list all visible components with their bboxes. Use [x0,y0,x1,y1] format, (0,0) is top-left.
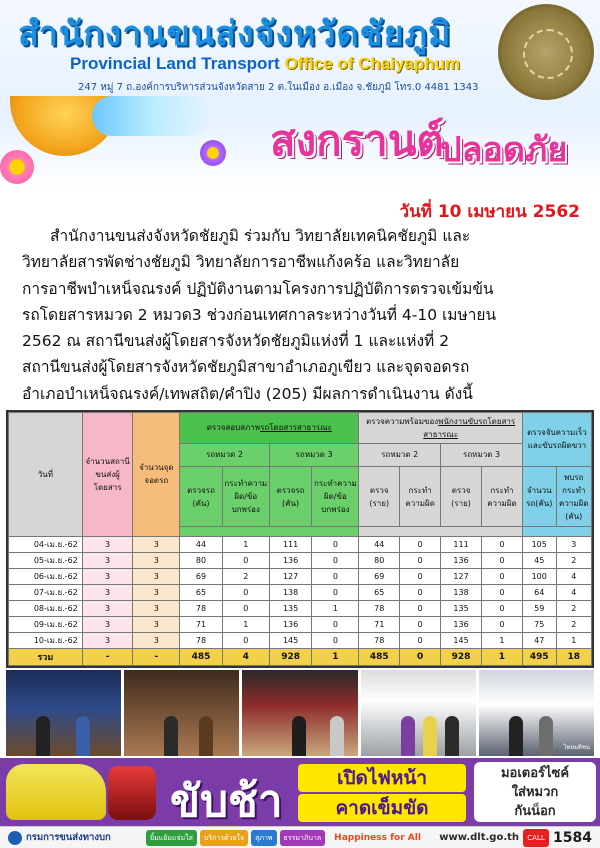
total-c2_check: 485 [180,648,223,665]
officer-figure [539,716,553,756]
officer-figure [36,716,50,756]
header-inspect-cat3: รถหมวด 3 [269,443,359,466]
call-icon: CALL [523,829,549,847]
cell-c2_check: 71 [180,616,223,632]
header-inspect-group [180,413,359,444]
cell-c3_def: 0 [312,616,359,632]
header-ready-group [359,413,523,444]
total-d3_off: 1 [481,648,522,665]
campaign-slow: ขับช้า [170,776,283,826]
cell-date: 09-เม.ย.-62 [9,616,83,632]
office-address: 247 หมู่ 7 ถ.องค์การบริหารส่วนจังหวัดสาย 2 ต.ในเมือง อ.เมือง จ.ชัยภูมิ โทร.0 4481 1343 [78,82,479,93]
cell-date: 08-เม.ย.-62 [9,600,83,616]
header-cat3-checked: ตรวจรถ (คัน) [269,466,312,527]
provincial-seal-logo [498,4,594,100]
officer-figure [76,716,90,756]
cell-d2_check: 78 [359,600,400,616]
office-title-english [70,54,460,74]
header-ready-cat3: รถหมวด 3 [441,443,523,466]
cell-c2_def: 1 [222,616,269,632]
header-d3-checked: ตรวจ (ราย) [441,466,482,527]
total-label: รวม [9,648,83,665]
cell-c2_check: 65 [180,584,223,600]
officer-figure [445,716,459,756]
table-row [9,632,592,648]
dlt-logo-icon [8,831,22,845]
office-title-english-highlight: Office of Chaiyaphum [284,54,461,73]
campaign-headlight: เปิดไฟหน้า [298,764,466,792]
cell-points: 3 [133,552,180,568]
happiness-slogan: Happiness for All [334,832,421,843]
cell-c3_check: 136 [269,616,312,632]
cell-points: 3 [133,568,180,584]
cell-c2_check: 80 [180,552,223,568]
officer-figure [509,716,523,756]
department-name: กรมการขนส่งทางบก [26,832,111,843]
cell-d3_off: 0 [481,552,522,568]
cell-d2_off: 0 [400,600,441,616]
cell-d2_check: 44 [359,536,400,552]
cell-d3_check: 111 [441,536,482,552]
cell-c3_check: 138 [269,584,312,600]
header-speed-count: จำนวนรถ(คัน) [522,466,556,527]
header-cat3-defect: กระทำความผิด/ข้อบกพร่อง [312,466,359,527]
cell-c2_def: 0 [222,600,269,616]
cell-sp_cnt: 45 [522,552,556,568]
cell-stations: 3 [82,536,133,552]
paragraph-line: อำเภอบำเหน็จณรงค์/เทพสถิต/คำปิง (205) มีผลการดำเนินงาน ดังนี้ [22,384,473,403]
officer-figure [401,716,415,756]
table-row [9,600,592,616]
cell-sp_cnt: 59 [522,600,556,616]
officer-figure [292,716,306,756]
cell-date: 06-เม.ย.-62 [9,568,83,584]
cell-c2_check: 44 [180,536,223,552]
cell-c2_check: 69 [180,568,223,584]
cell-d2_check: 65 [359,584,400,600]
cell-points: 3 [133,616,180,632]
cell-points: 3 [133,584,180,600]
cell-c3_check: 145 [269,632,312,648]
car-illustration [6,764,106,820]
motorcycle-illustration [108,766,156,820]
total-stations: - [82,648,133,665]
header-d3-offense: กระทำความผิด [481,466,522,527]
safe-title: ปลอดภัย [440,130,568,170]
total-c3_check: 928 [269,648,312,665]
header-speed-group: ตรวจจับความเร็วและขับรถผิดขวา [522,413,591,467]
report-date: วันที่ 10 เมษายน 2562 [399,202,580,222]
header-points: จำนวนจุดจอดรถ [133,413,180,537]
header-speed-offense: พบรถกระทำความผิด (คัน) [556,466,591,527]
cell-sp_cnt: 105 [522,536,556,552]
total-c3_def: 1 [312,648,359,665]
paragraph-line: สำนักงานขนส่งจังหวัดชัยภูมิ ร่วมกับ วิทยาลัยเทคนิคชัยภูมิ และ [50,227,471,245]
photo-caption: ไทยมติชน [563,744,591,751]
cell-sp_off: 3 [556,536,591,552]
cell-c2_check: 78 [180,632,223,648]
total-points: - [133,648,180,665]
header-ready-prefix: ตรวจความพร้อมของ [366,416,439,426]
cell-sp_off: 2 [556,616,591,632]
header-spacer [359,527,523,536]
value-badge: สุภาพ [251,830,276,846]
cell-stations: 3 [82,616,133,632]
header-ready-cat2: รถหมวด 2 [359,443,441,466]
cell-d3_check: 145 [441,632,482,648]
cell-sp_off: 1 [556,632,591,648]
total-sp_cnt: 495 [522,648,556,665]
value-badge: ธรรมาภิบาล [280,830,326,846]
cell-d2_off: 0 [400,584,441,600]
cell-c2_def: 1 [222,536,269,552]
activity-photo [124,670,239,756]
cell-date: 07-เม.ย.-62 [9,584,83,600]
cell-c3_check: 127 [269,568,312,584]
report-paragraph [22,223,582,407]
header-date: วันที่ [9,413,83,537]
cell-c3_check: 136 [269,552,312,568]
paragraph-line: การอาชีพบำเหน็จณรงค์ ปฏิบัติงานตามโครงการปฏิบัติการตรวจเข้มข้น [22,279,494,298]
office-title-thai: สำนักงานขนส่งจังหวัดชัยภูมิ [18,14,452,54]
table-row [9,536,592,552]
cell-stations: 3 [82,568,133,584]
cell-d3_off: 0 [481,568,522,584]
office-title-english-prefix: Provincial Land Transport [70,54,285,73]
total-d2_off: 0 [400,648,441,665]
results-table-wrapper [6,410,594,668]
campaign-seatbelt: คาดเข็มขัด [298,794,466,822]
cell-c2_def: 0 [222,552,269,568]
website-link[interactable]: www.dlt.go.th [439,832,520,843]
campaign-moto-line: ใส่หมวก [511,785,559,800]
table-total-row [9,648,592,665]
campaign-motorcycle-helmet [474,762,596,822]
cell-points: 3 [133,632,180,648]
cell-d2_off: 0 [400,536,441,552]
cell-d3_check: 127 [441,568,482,584]
cell-sp_off: 2 [556,600,591,616]
header-stations: จำนวนสถานีขนส่งผู้โดยสาร [82,413,133,537]
header-inspect-cat2: รถหมวด 2 [180,443,270,466]
cell-sp_off: 2 [556,552,591,568]
value-badge: ยิ้มแย้มแจ่มใส [146,830,197,846]
cell-stations: 3 [82,552,133,568]
header-banner [0,0,600,190]
header-d2-checked: ตรวจ (ราย) [359,466,400,527]
cell-d2_off: 0 [400,552,441,568]
cell-sp_off: 4 [556,584,591,600]
cell-d3_check: 136 [441,552,482,568]
cell-d3_off: 0 [481,536,522,552]
paragraph-line: 2562 ณ สถานีขนส่งผู้โดยสารจังหวัดชัยภูมิแห่งที่ 1 และแห่งที่ 2 [22,332,450,351]
total-sp_off: 18 [556,648,591,665]
officer-figure [164,716,178,756]
activity-photo-strip [6,670,594,756]
cell-c3_def: 0 [312,632,359,648]
cell-c3_check: 135 [269,600,312,616]
cell-c3_def: 0 [312,552,359,568]
header-inspect-underline: รถโดยสารสาธารณะ [260,423,332,433]
cell-points: 3 [133,600,180,616]
total-d2_check: 485 [359,648,400,665]
safety-campaign-banner [0,758,600,826]
cell-c3_def: 0 [312,536,359,552]
table-row [9,552,592,568]
header-spacer [522,527,591,536]
table-row [9,568,592,584]
cell-c2_check: 78 [180,600,223,616]
water-splash-illustration [92,96,212,136]
cell-date: 05-เม.ย.-62 [9,552,83,568]
cell-d3_check: 138 [441,584,482,600]
campaign-moto-line: กันน็อก [514,804,556,819]
footer-bar [0,826,600,848]
cell-d2_check: 80 [359,552,400,568]
cell-stations: 3 [82,584,133,600]
cell-d2_off: 0 [400,632,441,648]
header-ready-underline: พนักงานขับรถโดยสารสาธารณะ [423,416,516,439]
cell-d3_off: 1 [481,632,522,648]
hotline-number: 1584 [553,829,592,846]
cell-sp_cnt: 75 [522,616,556,632]
results-table [8,412,592,666]
cell-c2_def: 0 [222,632,269,648]
cell-d3_off: 0 [481,584,522,600]
officer-figure [423,716,437,756]
cell-d2_check: 69 [359,568,400,584]
officer-figure [199,716,213,756]
cell-d3_off: 0 [481,616,522,632]
activity-photo [242,670,357,756]
activity-photo [361,670,476,756]
cell-c2_def: 2 [222,568,269,584]
cell-date: 10-เม.ย.-62 [9,632,83,648]
cell-d3_check: 135 [441,600,482,616]
cell-d3_off: 0 [481,600,522,616]
cell-c3_def: 1 [312,600,359,616]
cell-d2_check: 78 [359,632,400,648]
header-cat2-defect: กระทำความผิด/ข้อบกพร่อง [222,466,269,527]
campaign-moto-line: มอเตอร์ไซค์ [500,766,570,781]
table-row [9,584,592,600]
header-d2-offense: กระทำความผิด [400,466,441,527]
activity-photo [6,670,121,756]
cell-d2_off: 0 [400,616,441,632]
cell-sp_cnt: 64 [522,584,556,600]
cell-stations: 3 [82,600,133,616]
cell-date: 04-เม.ย.-62 [9,536,83,552]
cell-sp_cnt: 100 [522,568,556,584]
total-d3_check: 928 [441,648,482,665]
header-spacer [180,527,359,536]
header-inspect-prefix: ตรวจสอบสภาพ [206,423,261,433]
paragraph-line: สถานีขนส่งผู้โดยสารจังหวัดชัยภูมิสาขาอำเภอภูเขียว และจุดจอดรถ [22,358,470,377]
officer-figure [330,716,344,756]
cell-stations: 3 [82,632,133,648]
header-cat2-checked: ตรวจรถ (คัน) [180,466,223,527]
paragraph-line: รถโดยสารหมวด 2 หมวด3 ช่วงก่อนเทศกาลระหว่างวันที่ 4-10 เมษายน [22,305,497,324]
songkran-title: สงกรานต์ [270,116,444,165]
table-row [9,616,592,632]
cell-d2_off: 0 [400,568,441,584]
cell-c3_def: 0 [312,584,359,600]
paragraph-line: วิทยาลัยสารพัดช่างชัยภูมิ วิทยาลัยการอาชีพแก้งคร้อ และวิทยาลัย [22,253,460,272]
activity-photo [479,670,594,756]
cell-points: 3 [133,536,180,552]
value-badge: บริการด้วยใจ [200,830,248,846]
cell-sp_cnt: 47 [522,632,556,648]
cell-d3_check: 136 [441,616,482,632]
cell-c3_def: 0 [312,568,359,584]
total-c2_def: 4 [222,648,269,665]
cell-c2_def: 0 [222,584,269,600]
cell-d2_check: 71 [359,616,400,632]
cell-sp_off: 4 [556,568,591,584]
cell-c3_check: 111 [269,536,312,552]
flower-decoration [0,150,34,184]
flower-decoration [200,140,226,166]
